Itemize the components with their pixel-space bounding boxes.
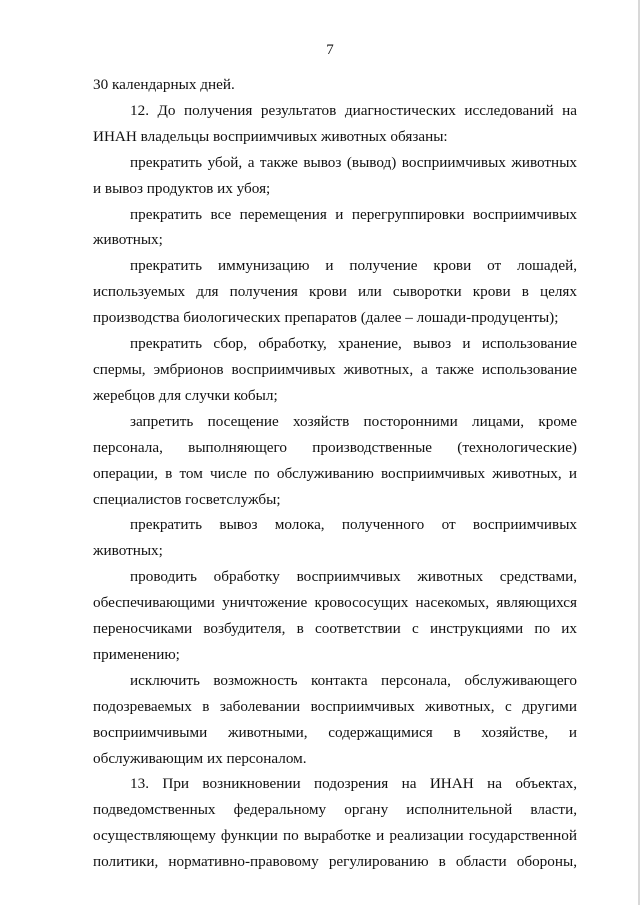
paragraph-list-item: проводить обработку восприимчивых животных средствами, обеспечивающими уничтожение кровососущих насекомых, являющихся переносчиками возбудителя, в соответствии с инструкциями по их применению; <box>93 568 577 663</box>
paragraph-clause-12: 12. До получения результатов диагностических исследований на ИНАН владельцы восприимчивых животных обязаны: <box>93 101 577 145</box>
document-body <box>93 72 577 875</box>
paragraph-continuation: 30 календарных дней. <box>93 76 235 93</box>
paragraph-list-item: прекратить вывоз молока, полученного от восприимчивых животных; <box>93 516 577 560</box>
paragraph-list-item: прекратить все перемещения и перегруппировки восприимчивых животных; <box>93 205 577 249</box>
paragraph-list-item: прекратить сбор, обработку, хранение, вывоз и использование спермы, эмбрионов восприимчивых животных, а также использование жеребцов для случки кобыл; <box>93 335 577 404</box>
page-number: 7 <box>326 42 334 58</box>
paragraph-list-item: прекратить убой, а также вывоз (вывод) восприимчивых животных и вывоз продуктов их убоя; <box>93 153 577 197</box>
paragraph-list-item: запретить посещение хозяйств посторонними лицами, кроме персонала, выполняющего производственные (технологические) операции, в том числе по обслуживанию восприимчивых животных, и специалистов госветслужбы; <box>93 412 577 508</box>
paragraph-list-item: исключить возможность контакта персонала, обслуживающего подозреваемых в заболевании восприимчивых животных, с другими восприимчивыми животными, содержащимися в хозяйстве, и обслуживающим их персоналом. <box>93 671 577 767</box>
paragraph-list-item: прекратить иммунизацию и получение крови от лошадей, используемых для получения крови или сыворотки крови в целях производства биологических препаратов (далее – лошади-продуценты); <box>93 257 577 327</box>
paragraph-clause-13: 13. При возникновении подозрения на ИНАН на объектах, подведомственных федеральному органу исполнительной власти, осуществляющему функции по выработке и реализации государственной политики, нормативно-правовому регулированию в области обороны, <box>93 775 577 871</box>
